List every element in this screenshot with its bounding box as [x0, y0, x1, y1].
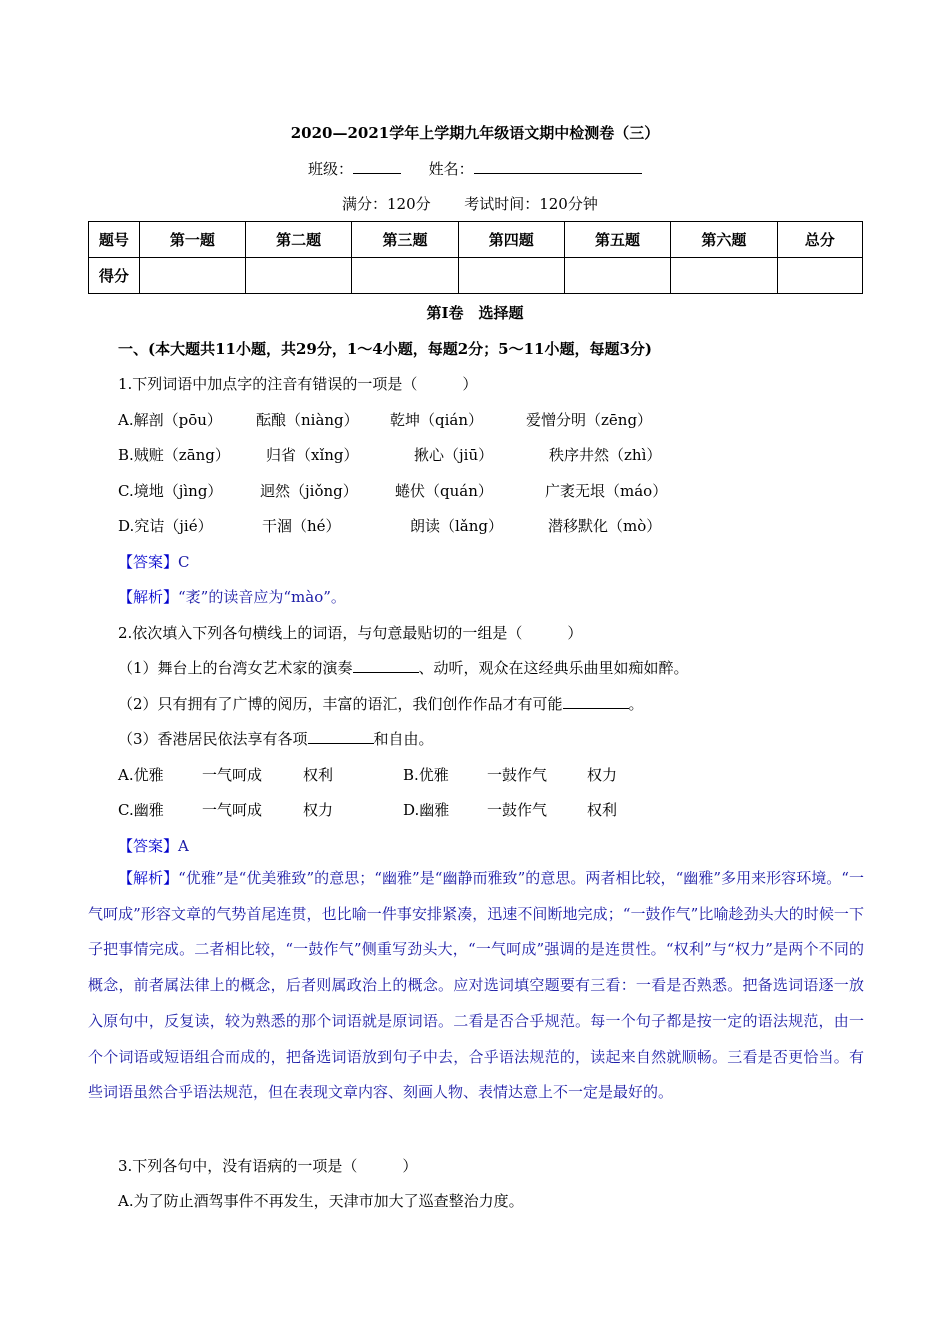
- analysis-tag: 【解析】: [118, 588, 179, 606]
- question-2-sentence-3: [118, 728, 434, 749]
- score-header-cell: 第五题: [564, 222, 670, 258]
- option-word: 广袤无垠（máo）: [545, 482, 668, 500]
- score-cell[interactable]: [671, 258, 777, 294]
- sentence-text: 。: [628, 695, 644, 713]
- name-field[interactable]: [474, 159, 642, 174]
- option-word: 迥然（jiǒng）: [260, 482, 358, 500]
- score-header-cell: 第一题: [139, 222, 245, 258]
- question-2-stem: 2.依次填入下列各句横线上的词语，与句意最贴切的一组是（ ）: [118, 624, 583, 642]
- score-cell[interactable]: [564, 258, 670, 294]
- fill-blank[interactable]: [308, 729, 374, 744]
- option-word: 归省（xǐng）: [266, 446, 359, 464]
- question-1-analysis: [118, 586, 346, 607]
- question-2-sentence-1: [118, 657, 689, 678]
- answer-tag: 【答案】: [118, 553, 179, 571]
- option-word: 蜷伏（quán）: [395, 482, 493, 500]
- analysis-text: “袤”的读音应为“mào”。: [178, 588, 346, 606]
- sentence-text: 和自由。: [373, 730, 434, 748]
- score-table-header-row: [89, 222, 863, 258]
- score-header-cell: 第六题: [671, 222, 777, 258]
- option-word: D.幽雅: [403, 801, 450, 819]
- exam-title: 2020—2021学年上学期九年级语文期中检测卷（三）: [290, 124, 660, 142]
- exam-meta: [342, 193, 598, 214]
- option-word: 权力: [303, 801, 334, 819]
- question-2-options-cd: [118, 799, 617, 820]
- score-cell[interactable]: [139, 258, 245, 294]
- score-header-cell: 第四题: [458, 222, 564, 258]
- score-table-row: [89, 258, 863, 294]
- score-cell[interactable]: [352, 258, 458, 294]
- answer-value: A: [178, 837, 189, 855]
- question-3-stem: 3.下列各句中，没有语病的一项是（ ）: [118, 1157, 418, 1175]
- score-cell[interactable]: [458, 258, 564, 294]
- option-word: 秩序井然（zhì）: [549, 446, 662, 464]
- score-header-cell: 总分: [777, 222, 863, 258]
- option-word: 酝酿（niàng）: [256, 411, 359, 429]
- name-label: 姓名：: [428, 160, 474, 178]
- sentence-text: （1）舞台上的台湾女艺术家的演奏: [118, 659, 353, 677]
- option-word: 权力: [587, 766, 618, 784]
- score-header-cell: 题号: [89, 222, 140, 258]
- option-word: 一气呵成: [202, 801, 263, 819]
- option-word: C.境地（jìng）: [118, 482, 223, 500]
- question-2-options-ab: [118, 764, 617, 785]
- score-row-label: 得分: [89, 258, 140, 294]
- analysis-tag: 【解析】: [118, 869, 179, 887]
- option-word: 一气呵成: [202, 766, 263, 784]
- option-word: C.幽雅: [118, 801, 164, 819]
- option-word: A.优雅: [118, 766, 164, 784]
- full-score: 满分：120分: [342, 195, 431, 213]
- answer-tag: 【答案】: [118, 837, 179, 855]
- part-instructions: 一、(本大题共11小题，共29分，1～4小题，每题2分；5～11小题，每题3分): [118, 340, 653, 358]
- question-1-option-b: [118, 444, 661, 465]
- question-2-sentence-2: [118, 693, 644, 714]
- sentence-text: 、动听，观众在这经典乐曲里如痴如醉。: [418, 659, 689, 677]
- section-title: 第Ⅰ卷 选择题: [426, 304, 524, 322]
- option-word: B.优雅: [403, 766, 449, 784]
- option-word: 干涸（hé）: [262, 517, 341, 535]
- class-label: 班级：: [308, 160, 354, 178]
- question-1-option-d: [118, 515, 661, 536]
- answer-value: C: [178, 553, 190, 571]
- analysis-text: “优雅”是“优美雅致”的意思；“幽雅”是“幽静而雅致”的意思。两者相比较，“幽雅”多用来形容环境。“一气呵成”形容文章的气势首尾连贯，也比喻一件事安排紧凑，迅速不间断地完成；“一鼓作气”比喻趁劲头大的时候一下子把事情完成。二者相比较，“一鼓作气”侧重写劲头大，“一气呵成”强调的是连贯性。“权利”与“权力”是两个不同的概念，前者属法律上的概念，后者则属政治上的概念。应对选词填空题要有三看：一看是否熟悉。把备选词语逐一放入原句中，反复读，较为熟悉的那个词语就是原词语。二看是否合乎规范。每一个句子都是按一定的语法规范，由一个个词语或短语组合而成的，把备选词语放到句子中去，合乎语法规范的，读起来自然就顺畅。三看是否更恰当。有些词语虽然合乎语法规范，但在表现文章内容、刻画人物、表情达意上不一定是最好的。: [88, 869, 864, 1102]
- question-1-option-c: [118, 480, 667, 501]
- option-word: 朗读（lǎng）: [410, 517, 504, 535]
- option-word: 乾坤（qián）: [390, 411, 484, 429]
- fill-blank[interactable]: [353, 658, 419, 673]
- option-word: B.贼赃（zāng）: [118, 446, 230, 464]
- question-2-answer: [118, 835, 189, 856]
- score-header-cell: 第三题: [352, 222, 458, 258]
- student-info: [308, 158, 642, 179]
- option-word: D.究诘（jié）: [118, 517, 213, 535]
- option-word: 权利: [587, 801, 618, 819]
- option-word: 一鼓作气: [487, 801, 548, 819]
- option-word: 潜移默化（mò）: [548, 517, 662, 535]
- class-field[interactable]: [353, 159, 401, 174]
- sentence-text: （2）只有拥有了广博的阅历，丰富的语汇，我们创作作品才有可能: [118, 695, 563, 713]
- score-table: [88, 221, 863, 294]
- question-2-analysis: [88, 861, 864, 1111]
- score-header-cell: 第二题: [246, 222, 352, 258]
- fill-blank[interactable]: [563, 694, 629, 709]
- sentence-text: （3）香港居民依法享有各项: [118, 730, 308, 748]
- option-word: 一鼓作气: [487, 766, 548, 784]
- question-1-answer: [118, 551, 190, 572]
- question-1-stem: 1.下列词语中加点字的注音有错误的一项是（ ）: [118, 375, 478, 393]
- question-3-option-a: A.为了防止酒驾事件不再发生，天津市加大了巡查整治力度。: [118, 1192, 524, 1210]
- option-word: 爱憎分明（zēng）: [526, 411, 653, 429]
- score-cell[interactable]: [777, 258, 863, 294]
- option-word: 揪心（jiū）: [414, 446, 494, 464]
- option-word: 权利: [303, 766, 334, 784]
- option-word: A.解剖（pōu）: [118, 411, 222, 429]
- exam-time: 考试时间：120分钟: [464, 195, 598, 213]
- question-1-option-a: [118, 409, 652, 430]
- score-cell[interactable]: [246, 258, 352, 294]
